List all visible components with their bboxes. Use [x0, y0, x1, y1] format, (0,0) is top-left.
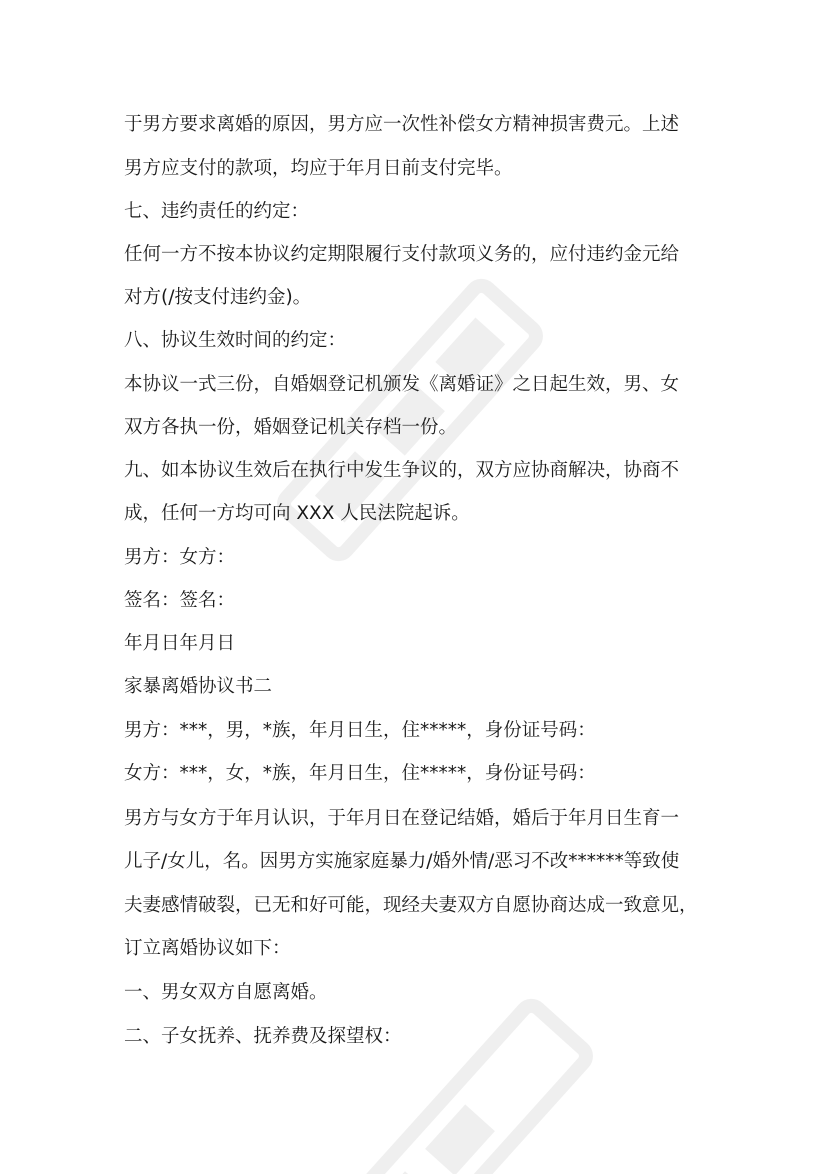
paragraph-line: 男方应支付的款项，均应于年月日前支付完毕。 — [124, 158, 513, 179]
signature-label: 签名：签名： — [124, 590, 236, 611]
section-heading: 八、协议生效时间的约定： — [124, 330, 347, 351]
section-heading: 一、男女双方自愿离婚。 — [124, 982, 328, 1003]
paragraph-line: 夫妻感情破裂，已无和好可能，现经夫妻双方自愿协商达成一致意见， — [124, 895, 698, 916]
watermark-logo-bottom — [308, 981, 611, 1174]
party-info: 女方：***，女，*族，年月日生，住*****，身份证号码： — [124, 763, 596, 784]
paragraph-line: 于男方要求离婚的原因，男方应一次性补偿女方精神损害费元。上述 — [124, 114, 680, 135]
paragraph-line: 成，任何一方均可向 XXX 人民法院起诉。 — [124, 503, 470, 524]
date-label: 年月日年月日 — [124, 633, 236, 654]
paragraph-line: 男方与女方于年月认识，于年月日在登记结婚，婚后于年月日生育一 — [124, 808, 680, 829]
paragraph-line: 儿子/女儿，名。因男方实施家庭暴力/婚外情/恶习不改******等致使 — [124, 851, 680, 872]
paragraph-line: 双方各执一份，婚姻登记机关存档一份。 — [124, 417, 458, 438]
section-heading: 二、子女抚养、抚养费及探望权： — [124, 1026, 402, 1047]
paragraph-line: 九、如本协议生效后在执行中发生争议的，双方应协商解决，协商不 — [124, 460, 680, 481]
paragraph-line: 对方(/按支付违约金)。 — [124, 287, 312, 308]
party-info: 男方：***，男，*族，年月日生，住*****，身份证号码： — [124, 720, 596, 741]
paragraph-line: 任何一方不按本协议约定期限履行支付款项义务的，应付违约金元给 — [124, 244, 680, 265]
paragraph-line: 订立离婚协议如下： — [124, 938, 291, 959]
section-heading: 七、违约责任的约定： — [124, 201, 310, 222]
signature-label: 男方：女方： — [124, 547, 236, 568]
paragraph-line: 本协议一式三份，自婚姻登记机颁发《离婚证》之日起生效，男、女 — [124, 374, 680, 395]
document-title: 家暴离婚协议书二 — [124, 676, 273, 697]
